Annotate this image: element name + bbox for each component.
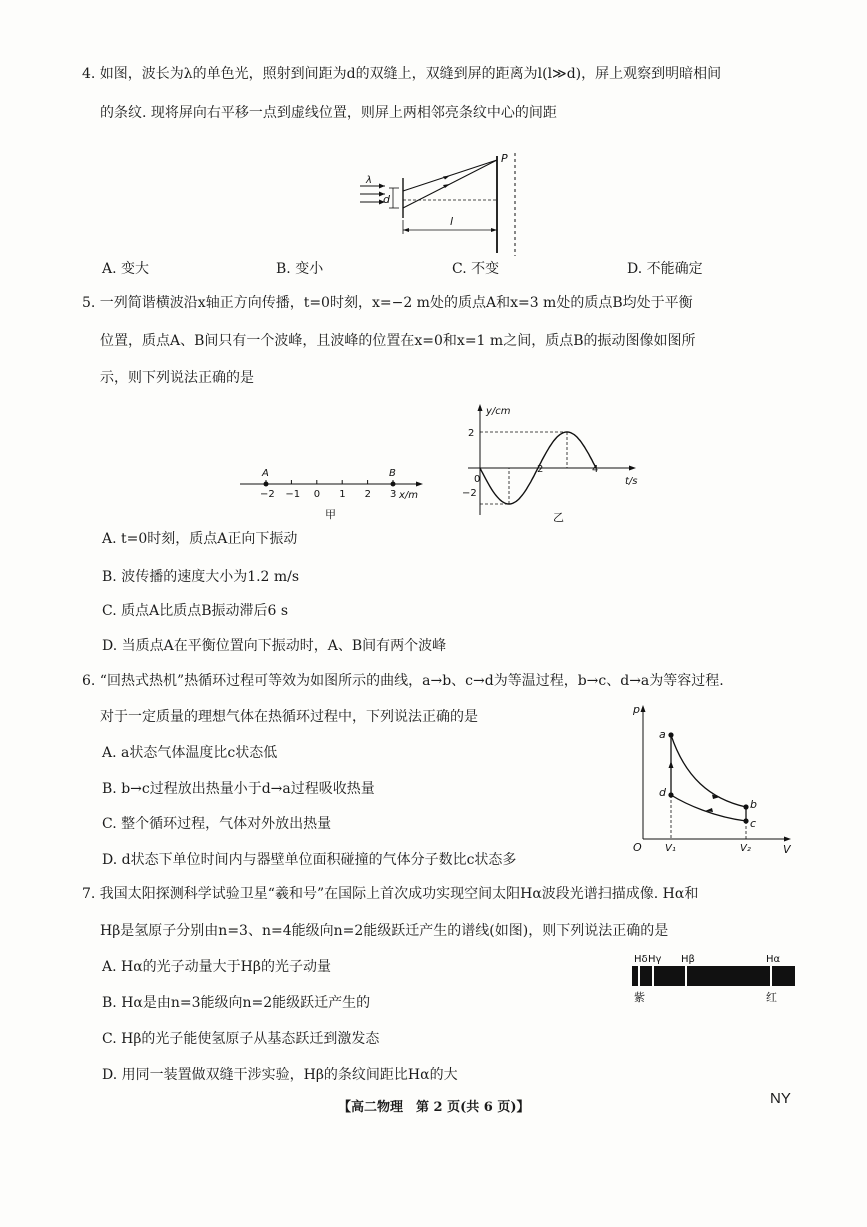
p-v-diagram [625,697,800,855]
h-gamma-label: Hγ [648,954,662,965]
x-tick-label: 3 [390,489,397,500]
state-d-label: d [659,786,666,799]
q5-option-c: C. 质点A比质点B振动滞后6 s [102,603,289,619]
p-axis-label: p [633,703,640,716]
t-tick-4: 4 [592,464,599,475]
h-beta-label: Hβ [681,954,695,965]
q6-option-c: C. 整个循环过程，气体对外放出热量 [102,816,332,832]
point-a-dot [264,482,269,487]
x-tick-label: −1 [285,489,301,500]
x-tick-label: 0 [313,489,321,500]
q7-option-c: C. Hβ的光子能使氢原子从基态跃迁到激发态 [102,1031,380,1047]
point-a-label: A [262,468,269,479]
state-a-label: a [659,728,666,741]
q6-option-a: A. a状态气体温度比c状态低 [102,745,278,761]
d-label: d [383,193,390,206]
q4-option-b: B. 变小 [276,261,324,277]
violet-end-label: 紫 [634,991,645,1004]
q5-stem-line2: 位置，质点A、B间只有一个波峰，且波峰的位置在x=0和x=1 m之间，质点B的振动图像如图所 [100,333,696,349]
state-b-label: b [750,798,757,811]
q7-stem-line2: Hβ是氢原子分别由n=3、n=4能级向n=2能级跃迁产生的谱线(如图)，则下列说法正确的是 [100,923,669,939]
x-axis-label: x/m [399,490,419,501]
x-tick-label: −2 [260,489,275,500]
figure-yi-vibration-graph [460,400,650,525]
q5-option-a: A. t=0时刻，质点A正向下振动 [102,531,298,547]
origin-label: O [633,841,642,854]
y-axis-label: y/cm [486,406,511,417]
lambda-label: λ [366,175,372,186]
l-label: l [450,215,454,228]
figure-jia-caption: 甲 [325,508,336,521]
q5-stem-line3: 示，则下列说法正确的是 [100,370,254,386]
q4-option-c: C. 不变 [452,261,500,277]
footer-code: NY [770,1090,791,1107]
red-end-label: 红 [766,991,777,1004]
q4-option-a: A. 变大 [102,261,150,277]
v-axis-label: V [783,843,791,855]
q5-stem-line1: 5. 一列简谐横波沿x轴正方向传播，t=0时刻，x=−2 m处的质点A和x=3 m处的质点B均处于平衡 [82,295,693,311]
q4-option-d: D. 不能确定 [627,261,703,277]
q4-stem-line1: 4. 如图，波长为λ的单色光，照射到间距为d的双缝上，双缝到屏的距离为l(l≫d)，屏上观察到明暗相间 [82,66,722,82]
point-b-dot [391,482,396,487]
y-tick-neg2: −2 [462,488,477,499]
q7-option-d: D. 用同一装置做双缝干涉实验，Hβ的条纹间距比Hα的大 [102,1067,458,1083]
q4-stem-line2: 的条纹. 现将屏向右平移一点到虚线位置，则屏上两相邻亮条纹中心的间距 [100,105,557,121]
q7-stem-line1: 7. 我国太阳探测科学试验卫星“羲和号”在国际上首次成功实现空间太阳Hα波段光谱扫描成像. Hα和 [82,886,699,902]
point-b-label: B [389,468,396,479]
t-tick-2: 2 [537,464,544,475]
point-p-label: P [501,152,508,165]
t-tick-0: 0 [474,474,481,485]
x-tick-label: 1 [339,489,346,500]
q7-option-a: A. Hα的光子动量大于Hβ的光子动量 [102,959,331,975]
q6-option-b: B. b→c过程放出热量小于d→a过程吸收热量 [102,781,375,797]
q6-option-d: D. d状态下单位时间内与器壁单位面积碰撞的气体分子数比c状态多 [102,852,517,868]
page-footer: 【高二物理 第 2 页(共 6 页)】 [338,1100,530,1115]
q7-option-b: B. Hα是由n=3能级向n=2能级跃迁产生的 [102,995,371,1011]
v1-label: V₁ [665,843,676,854]
t-axis-label: t/s [625,476,638,487]
q6-stem-line1: 6. “回热式热机”热循环过程可等效为如图所示的曲线，a→b、c→d为等温过程，b→c、d→a为等容过程. [82,673,724,689]
double-slit-diagram [355,148,530,258]
v2-label: V₂ [740,843,751,854]
q6-stem-line2: 对于一定质量的理想气体在热循环过程中，下列说法正确的是 [100,709,478,725]
q5-option-b: B. 波传播的速度大小为1.2 m/s [102,569,300,585]
state-c-label: c [750,817,757,830]
x-tick-label: 2 [364,489,371,500]
q5-option-d: D. 当质点A在平衡位置向下振动时，A、B间有两个波峰 [102,638,447,654]
h-delta-label: Hδ [634,954,648,965]
hydrogen-spectrum-figure [630,950,800,1010]
h-alpha-label: Hα [766,954,781,965]
figure-yi-caption: 乙 [553,511,564,524]
y-tick-2: 2 [468,428,475,439]
figure-jia-x-axis [238,462,428,522]
